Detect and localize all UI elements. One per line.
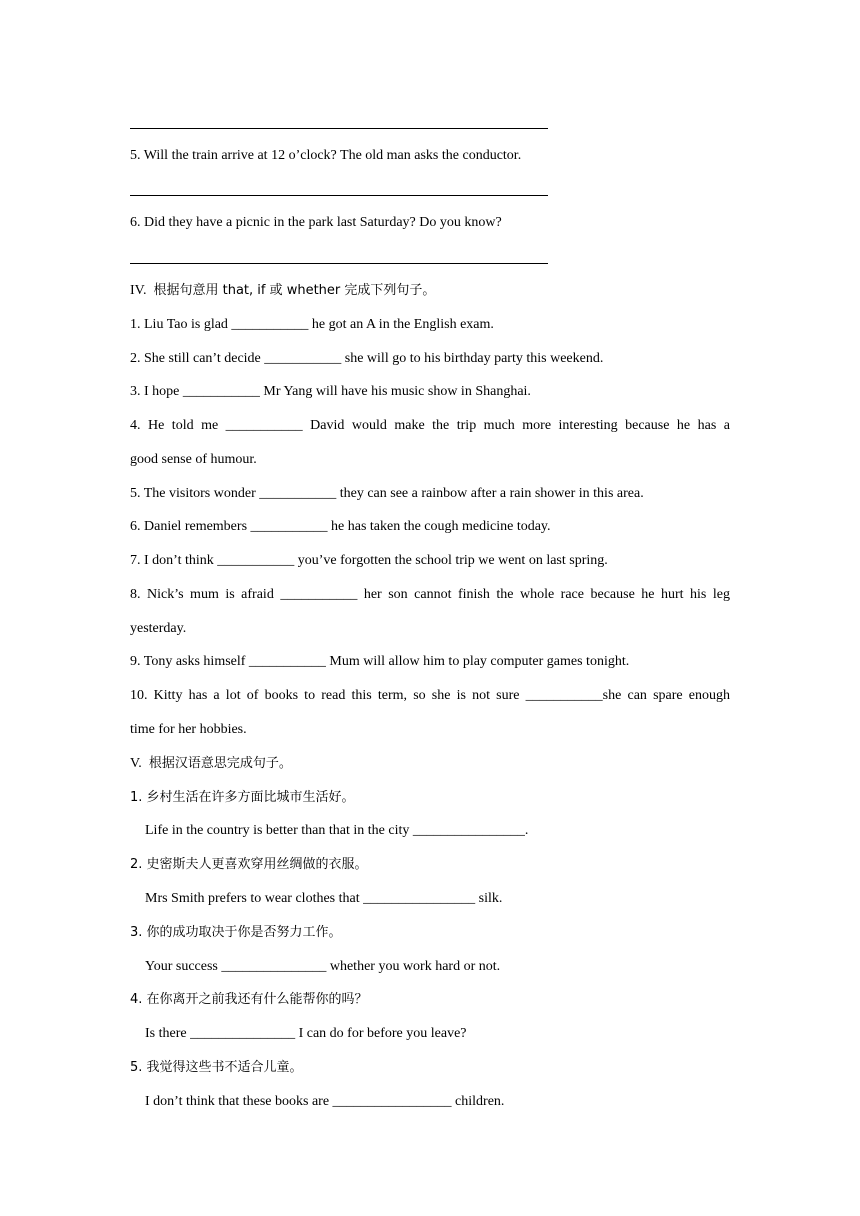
section-4-number: IV. (130, 283, 147, 298)
s5-item-2-en: Mrs Smith prefers to wear clothes that ________________ silk. (145, 891, 503, 906)
s5-item-4-zh: 4. 在你离开之前我还有什么能帮你的吗？ (130, 992, 368, 1007)
s4-item-10-cont: time for her hobbies. (130, 722, 247, 737)
s4-item-4: 4. He told me ___________ David would make the trip much more interesting because he has a (130, 418, 730, 433)
s4-item-3: 3. I hope ___________ Mr Yang will have his music show in Shanghai. (130, 384, 531, 399)
s4-item-8: 8. Nick’s mum is afraid ___________ her son cannot finish the whole race because he hurt his leg (130, 587, 730, 602)
s5-item-4-en: Is there _______________ I can do for before you leave? (145, 1026, 467, 1041)
s5-item-3-en: Your success _______________ whether you work hard or not. (145, 959, 501, 974)
answer-line-6 (130, 263, 548, 264)
s4-item-7: 7. I don’t think ___________ you’ve forgotten the school trip we went on last spring. (130, 553, 608, 568)
s5-item-5-en: I don’t think that these books are _________________ children. (145, 1094, 505, 1109)
question-5: 5. Will the train arrive at 12 o’clock? The old man asks the conductor. (130, 148, 522, 163)
section-4-title: 根据句意用 that, if 或 whether 完成下列句子。 (153, 283, 436, 298)
s5-item-1-zh: 1. 乡村生活在许多方面比城市生活好。 (130, 790, 355, 805)
s5-item-1-en: Life in the country is better than that in the city ________________. (145, 823, 529, 838)
s4-item-9: 9. Tony asks himself ___________ Mum will allow him to play computer games tonight. (130, 654, 630, 669)
s4-item-5: 5. The visitors wonder ___________ they can see a rainbow after a rain shower in this area. (130, 486, 644, 501)
s4-item-8-cont: yesterday. (130, 621, 187, 636)
section-5-number: V. (130, 756, 142, 771)
s4-item-1: 1. Liu Tao is glad ___________ he got an A in the English exam. (130, 317, 494, 332)
answer-line-4 (130, 128, 548, 129)
s5-item-5-zh: 5. 我觉得这些书不适合儿童。 (130, 1060, 303, 1075)
section-5-heading (130, 754, 730, 774)
answer-line-5 (130, 195, 548, 196)
section-5-title: 根据汉语意思完成句子。 (148, 756, 292, 771)
s4-item-6: 6. Daniel remembers ___________ he has taken the cough medicine today. (130, 519, 551, 534)
question-6: 6. Did they have a picnic in the park last Saturday? Do you know? (130, 215, 502, 230)
s4-item-10: 10. Kitty has a lot of books to read this term, so she is not sure ___________she can spare enough (130, 688, 730, 703)
s4-item-4-cont: good sense of humour. (130, 452, 257, 467)
s4-item-2: 2. She still can’t decide ___________ she will go to his birthday party this weekend. (130, 351, 604, 366)
s5-item-2-zh: 2. 史密斯夫人更喜欢穿用丝绸做的衣服。 (130, 857, 368, 872)
s5-item-3-zh: 3. 你的成功取决于你是否努力工作。 (130, 925, 342, 940)
section-4-heading (130, 281, 730, 301)
